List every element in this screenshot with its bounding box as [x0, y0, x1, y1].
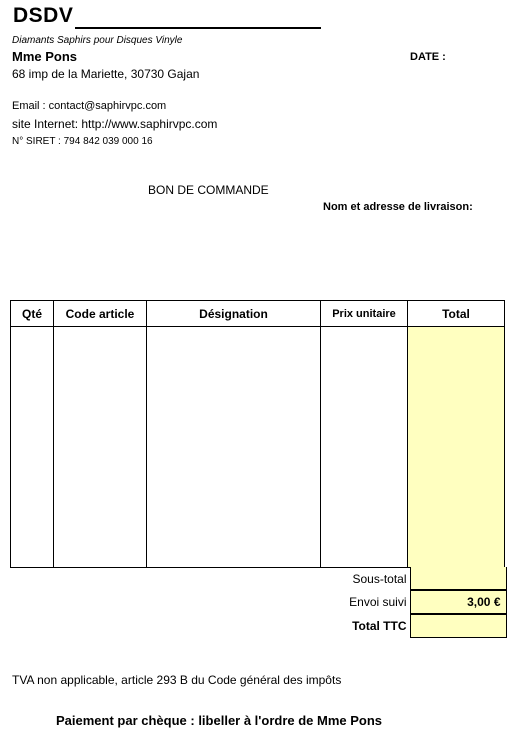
order-table	[10, 300, 505, 568]
payment-note: Paiement par chèque : libeller à l'ordre de Mme Pons	[56, 713, 383, 728]
totals-block	[310, 567, 507, 638]
subtotal-row	[310, 567, 506, 590]
company-email: Email : contact@saphirvpc.com	[12, 100, 167, 112]
qty-cell[interactable]	[11, 327, 54, 568]
company-tagline: Diamants Saphirs pour Disques Vinyle	[12, 35, 183, 46]
total-ttc-label: Total TTC	[352, 618, 407, 633]
unit-price-cell[interactable]	[321, 327, 408, 568]
total-cell[interactable]	[408, 327, 505, 568]
shipping-row	[310, 590, 506, 614]
company-address: 68 imp de la Mariette, 30730 Gajan	[12, 67, 200, 81]
owner-name: Mme Pons	[12, 49, 78, 64]
shipping-value: 3,00 €	[410, 590, 506, 614]
subtotal-label: Sous-total	[352, 571, 407, 586]
subtotal-value	[410, 567, 506, 590]
table-row	[11, 327, 505, 568]
column-header-total: Total	[408, 301, 505, 327]
column-header-qty: Qté	[11, 301, 54, 327]
company-website: site Internet: http://www.saphirvpc.com	[12, 117, 218, 131]
tva-note: TVA non applicable, article 293 B du Code général des impôts	[12, 673, 342, 687]
table-header-row	[11, 301, 505, 327]
logo-underline	[75, 27, 321, 29]
code-cell[interactable]	[54, 327, 147, 568]
date-label: DATE :	[410, 51, 446, 63]
total-ttc-value	[410, 614, 506, 638]
delivery-address-label: Nom et adresse de livraison:	[323, 201, 473, 213]
total-ttc-row	[310, 614, 506, 638]
company-logo: DSDV	[13, 4, 74, 27]
designation-cell[interactable]	[147, 327, 321, 568]
column-header-designation: Désignation	[147, 301, 321, 327]
column-header-unit-price: Prix unitaire	[321, 301, 408, 327]
shipping-label: Envoi suivi	[349, 595, 407, 609]
document-title: BON DE COMMANDE	[148, 183, 269, 197]
column-header-code: Code article	[54, 301, 147, 327]
company-siret: N° SIRET : 794 842 039 000 16	[12, 136, 153, 147]
